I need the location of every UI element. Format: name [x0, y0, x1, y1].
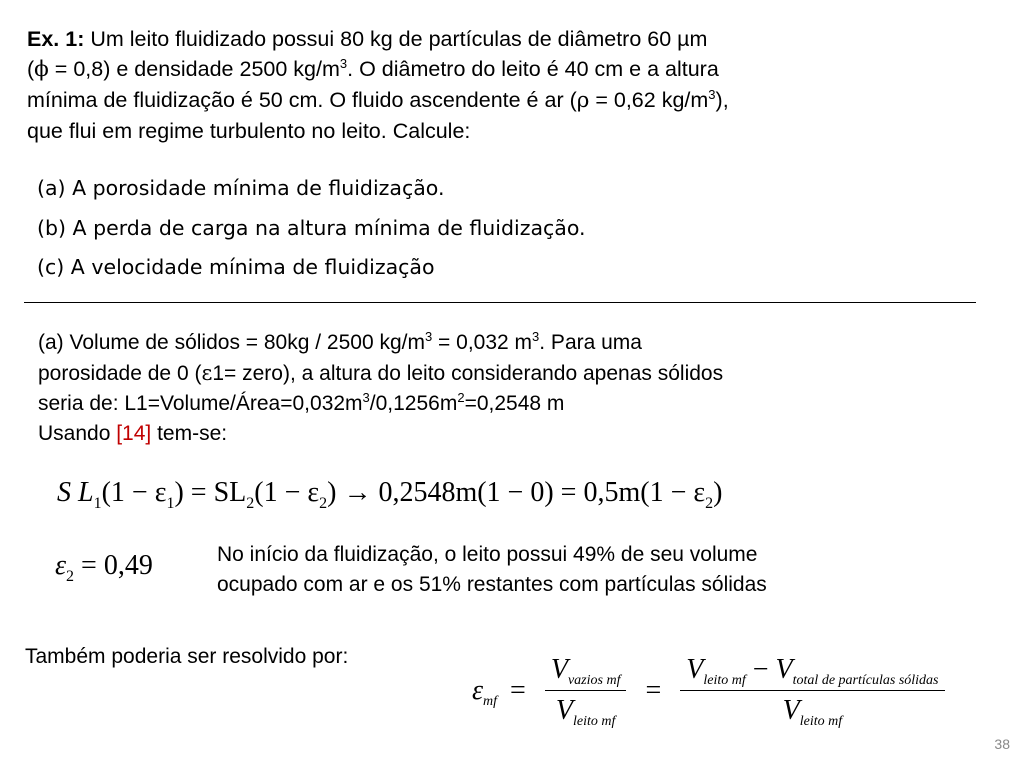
eq3-lhs-sub: mf	[483, 693, 498, 709]
volume-symbol: V	[782, 695, 800, 726]
solution-text-3c: =0,2548 m	[464, 392, 565, 415]
eq2-sub: 2	[66, 568, 75, 585]
statement-text-3: mínima de fluidização é 50 cm. O fluido ascendente é ar (	[27, 88, 577, 112]
statement-line-2	[27, 54, 987, 85]
equation-porosity-fraction	[472, 654, 951, 727]
equals-sign: =	[645, 674, 662, 706]
superscript: 2	[457, 390, 465, 405]
eq1-sub: 2	[246, 495, 255, 512]
eq1-part: )	[713, 477, 723, 508]
fraction-1-numerator	[545, 654, 627, 691]
page-number: 38	[994, 736, 1010, 752]
solution-line-2	[38, 358, 998, 389]
paren-open: (	[27, 57, 35, 81]
statement-line-3	[27, 85, 987, 116]
eq3-lhs	[472, 675, 497, 707]
eq1-sub: 2	[319, 495, 328, 512]
note-line-1: No início da fluidização, o leito possui 49% de seu volume	[217, 543, 758, 566]
fraction-1	[545, 654, 627, 727]
interpretation-note	[217, 540, 997, 600]
superscript: 3	[339, 56, 348, 71]
solution-text-2b: 1= zero), a altura do leito considerando apenas sólidos	[212, 362, 724, 385]
volume-sub: leito mf	[703, 673, 746, 688]
question-b: (b) A perda de carga na altura mínima de fluidização.	[37, 216, 586, 240]
superscript: 3	[532, 329, 540, 344]
solution-text-1a: (a) Volume de sólidos = 80kg / 2500 kg/m	[38, 331, 425, 354]
statement-line-1	[27, 24, 987, 54]
solution-text-4b: tem-se:	[151, 422, 228, 445]
volume-symbol: V	[775, 654, 793, 685]
solution-line-3	[38, 389, 998, 419]
reference-link[interactable]: [14]	[116, 422, 152, 445]
eq1-part: ) → 0,2548m(1 − 0) = 0,5m(1 − ε	[327, 477, 706, 508]
superscript: 3	[708, 87, 716, 102]
eq1-part: (1 − ε	[254, 477, 320, 508]
volume-symbol: V	[686, 654, 704, 685]
statement-text-3c: ),	[715, 88, 729, 112]
fraction-2	[680, 654, 944, 727]
equals-sign: =	[510, 674, 526, 706]
eq2-rhs: = 0,49	[74, 550, 153, 581]
volume-sub: vazios mf	[567, 673, 621, 688]
solution-text-4a: Usando	[38, 422, 117, 445]
volume-symbol: V	[555, 695, 573, 726]
epsilon-symbol: ε	[201, 361, 213, 385]
eq1-part: (1 − ε	[101, 477, 167, 508]
equation-bed-height	[57, 477, 723, 512]
eq1-part: S L	[57, 477, 94, 508]
problem-statement	[27, 24, 987, 146]
volume-sub: leito mf	[573, 714, 616, 729]
statement-text-2: = 0,8) e densidade 2500 kg/m	[48, 57, 340, 81]
eq1-sub: 1	[166, 495, 175, 512]
statement-text-3b: = 0,62 kg/m	[589, 88, 709, 112]
eq1-sub: 1	[93, 495, 102, 512]
question-a: (a) A porosidade mínima de fluidização.	[37, 176, 445, 200]
fraction-2-denominator	[680, 691, 944, 727]
solution-line-1	[38, 328, 998, 358]
equation-porosity-result	[55, 550, 153, 585]
fraction-1-denominator	[545, 691, 627, 727]
statement-text-2c: . O diâmetro do leito é 40 cm e a altura	[347, 57, 719, 81]
epsilon-symbol: ε	[472, 674, 484, 706]
exercise-label: Ex. 1:	[27, 27, 85, 51]
solution-text-2a: porosidade de 0 (	[38, 362, 202, 385]
phi-symbol: ϕ	[34, 57, 49, 82]
statement-line-4: que flui em regime turbulento no leito. Calcule:	[27, 119, 471, 143]
note-line-2: ocupado com ar e os 51% restantes com partículas sólidas	[217, 573, 767, 596]
rho-symbol: ρ	[576, 88, 590, 113]
minus-sign: −	[745, 654, 776, 685]
question-c: (c) A velocidade mínima de fluidização	[37, 255, 435, 279]
epsilon-symbol: ε	[55, 550, 67, 581]
volume-symbol: V	[550, 654, 568, 685]
divider	[24, 302, 976, 303]
solution-text-1b: = 0,032 m	[432, 331, 533, 354]
solution-text	[38, 328, 998, 449]
volume-sub: total de partículas sólidas	[792, 673, 939, 688]
solution-text-1c: . Para uma	[539, 331, 642, 354]
fraction-2-numerator	[680, 654, 944, 691]
eq1-part: ) = SL	[174, 477, 247, 508]
statement-text-1: Um leito fluidizado possui 80 kg de partículas de diâmetro 60 µm	[90, 27, 708, 51]
solution-text-3a: seria de: L1=Volume/Área=0,032m	[38, 392, 363, 415]
solution-text-3b: /0,1256m	[369, 392, 458, 415]
eq1-sub: 2	[705, 495, 714, 512]
superscript: 3	[362, 390, 370, 405]
superscript: 3	[424, 329, 433, 344]
solution-line-4	[38, 419, 998, 449]
alternative-label: Também poderia ser resolvido por:	[25, 645, 349, 668]
volume-sub: leito mf	[799, 714, 843, 729]
